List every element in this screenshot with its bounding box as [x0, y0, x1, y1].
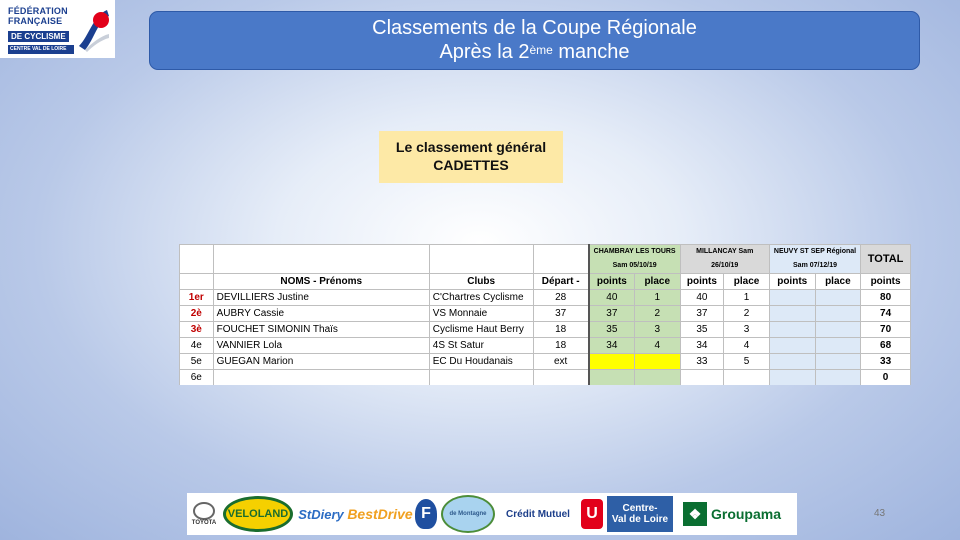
- row-race-3-place: [815, 290, 861, 306]
- race-3-points-header: points: [769, 274, 815, 290]
- subtitle-line-2: CADETTES: [433, 157, 509, 173]
- veloland-logo: [223, 496, 293, 532]
- title-line-2-post: manche: [552, 41, 630, 63]
- cvl-label-2: Val de Loire: [611, 514, 669, 525]
- row-club: C'Chartres Cyclisme: [429, 290, 533, 306]
- race-2-place-header: place: [724, 274, 770, 290]
- row-rank: 2è: [180, 306, 214, 322]
- header-empty-name: [213, 245, 429, 274]
- row-race-3-points: [769, 290, 815, 306]
- row-race-3-place: [815, 306, 861, 322]
- row-name: [213, 370, 429, 386]
- bestdrive-logo: [349, 496, 411, 532]
- row-race-1-place: 1: [634, 290, 680, 306]
- ranking-subtitle: [379, 131, 563, 183]
- title-line-1: Classements de la Coupe Régionale: [372, 17, 697, 39]
- table-row: [180, 290, 911, 306]
- row-depart: ext: [533, 354, 589, 370]
- table-row: [180, 322, 911, 338]
- row-race-2-points: 33: [680, 354, 724, 370]
- systeme-u-logo: [581, 499, 603, 529]
- row-total: 70: [861, 322, 911, 338]
- st-diery-logo: [297, 496, 345, 532]
- f-logo: [415, 499, 437, 529]
- toyota-logo: [189, 496, 219, 532]
- title-line-2-pre: Après la 2: [439, 41, 530, 63]
- toyota-label: TOYOTA: [191, 520, 217, 526]
- race-2-header: MILLANCAY Sam 26/10/19: [680, 245, 769, 274]
- row-name: AUBRY Cassie: [213, 306, 429, 322]
- race-1-points-header: points: [589, 274, 635, 290]
- row-depart: 18: [533, 338, 589, 354]
- row-club: VS Monnaie: [429, 306, 533, 322]
- row-rank: 1er: [180, 290, 214, 306]
- ffc-logo: [0, 0, 115, 58]
- row-race-1-place: [634, 354, 680, 370]
- row-race-3-points: [769, 370, 815, 386]
- row-race-2-place: 5: [724, 354, 770, 370]
- row-race-2-place: [724, 370, 770, 386]
- row-depart: 28: [533, 290, 589, 306]
- row-race-1-points: 35: [589, 322, 635, 338]
- row-race-3-place: [815, 322, 861, 338]
- row-club: [429, 370, 533, 386]
- row-total: 33: [861, 354, 911, 370]
- logo-line-4: CENTRE VAL DE LOIRE: [8, 45, 74, 54]
- row-race-3-points: [769, 322, 815, 338]
- row-race-1-place: 4: [634, 338, 680, 354]
- row-total: 0: [861, 370, 911, 386]
- row-race-2-place: 3: [724, 322, 770, 338]
- header-empty-depart: [533, 245, 589, 274]
- logo-line-3: DE CYCLISME: [8, 31, 69, 42]
- row-race-2-points: 40: [680, 290, 724, 306]
- row-race-2-points: 35: [680, 322, 724, 338]
- row-race-3-points: [769, 306, 815, 322]
- race-1-place-header: place: [634, 274, 680, 290]
- row-name: FOUCHET SIMONIN Thaïs: [213, 322, 429, 338]
- title-superscript: ème: [529, 43, 553, 57]
- veloland-label: VELOLAND: [227, 508, 289, 520]
- slide-title-box: [149, 11, 920, 70]
- race-3-header: NEUVY ST SEP Régional Sam 07/12/19: [769, 245, 860, 274]
- cycling-swirl-icon: [75, 6, 111, 52]
- title-line-2: [150, 40, 919, 64]
- table-row: [180, 338, 911, 354]
- row-race-1-place: 2: [634, 306, 680, 322]
- groupama-emblem-icon: ❖: [683, 502, 707, 526]
- systeme-u-label: U: [586, 505, 598, 522]
- row-race-1-points: [589, 354, 635, 370]
- row-race-3-place: [815, 338, 861, 354]
- row-race-1-place: [634, 370, 680, 386]
- header-clubs: Clubs: [429, 274, 533, 290]
- row-club: EC Du Houdanais: [429, 354, 533, 370]
- groupama-label: Groupama: [710, 506, 781, 522]
- subtitle-line-1: Le classement général: [395, 139, 547, 155]
- row-race-2-place: 1: [724, 290, 770, 306]
- toyota-emblem-icon: [193, 502, 215, 520]
- row-total: 80: [861, 290, 911, 306]
- row-club: Cyclisme Haut Berry: [429, 322, 533, 338]
- table-header-row-1: [180, 245, 911, 274]
- total-header: TOTAL: [861, 245, 911, 274]
- row-race-1-points: 40: [589, 290, 635, 306]
- st-diery-label: StDiery: [298, 506, 344, 522]
- cvl-label-1: Centre-: [622, 503, 658, 514]
- credit-mutuel-logo: [499, 496, 577, 532]
- row-race-1-points: 37: [589, 306, 635, 322]
- row-club: 4S St Satur: [429, 338, 533, 354]
- page-number: 43: [874, 508, 886, 519]
- f-label: F: [421, 505, 431, 522]
- credit-mutuel-label: Crédit Mutuel: [506, 508, 570, 520]
- row-race-3-place: [815, 370, 861, 386]
- row-race-2-place: 4: [724, 338, 770, 354]
- ranking-table: [179, 244, 911, 385]
- row-race-1-place: 3: [634, 322, 680, 338]
- logo-line-1: FÉDÉRATION: [8, 6, 68, 16]
- total-points-header: points: [861, 274, 911, 290]
- row-rank: 4e: [180, 338, 214, 354]
- header-rank: [180, 274, 214, 290]
- row-race-2-points: 37: [680, 306, 724, 322]
- row-race-3-points: [769, 354, 815, 370]
- row-rank: 6e: [180, 370, 214, 386]
- header-empty-club: [429, 245, 533, 274]
- ranking-table-wrapper: [179, 244, 911, 385]
- montagne-label: de Montagne: [449, 511, 487, 517]
- row-name: DEVILLIERS Justine: [213, 290, 429, 306]
- table-row: [180, 354, 911, 370]
- sponsor-banner: [187, 493, 797, 535]
- row-depart: 18: [533, 322, 589, 338]
- bestdrive-label: BestDrive: [347, 506, 413, 522]
- row-race-2-points: [680, 370, 724, 386]
- logo-line-2: FRANÇAISE: [8, 16, 63, 26]
- row-depart: 37: [533, 306, 589, 322]
- table-header-row-2: [180, 274, 911, 290]
- row-race-2-points: 34: [680, 338, 724, 354]
- header-empty-rank: [180, 245, 214, 274]
- row-race-1-points: [589, 370, 635, 386]
- row-name: GUEGAN Marion: [213, 354, 429, 370]
- row-rank: 5e: [180, 354, 214, 370]
- centre-val-de-loire-logo: [607, 496, 673, 532]
- groupama-logo: [677, 496, 787, 532]
- header-depart: Départ -: [533, 274, 589, 290]
- table-row: [180, 306, 911, 322]
- row-race-2-place: 2: [724, 306, 770, 322]
- row-name: VANNIER Lola: [213, 338, 429, 354]
- race-2-points-header: points: [680, 274, 724, 290]
- race-3-place-header: place: [815, 274, 861, 290]
- row-race-3-place: [815, 354, 861, 370]
- montagne-logo: [441, 495, 495, 533]
- row-total: 74: [861, 306, 911, 322]
- row-race-1-points: 34: [589, 338, 635, 354]
- table-row: [180, 370, 911, 386]
- race-1-header: CHAMBRAY LES TOURS Sam 05/10/19: [589, 245, 680, 274]
- row-depart: [533, 370, 589, 386]
- row-rank: 3è: [180, 322, 214, 338]
- row-race-3-points: [769, 338, 815, 354]
- row-total: 68: [861, 338, 911, 354]
- header-noms: NOMS - Prénoms: [213, 274, 429, 290]
